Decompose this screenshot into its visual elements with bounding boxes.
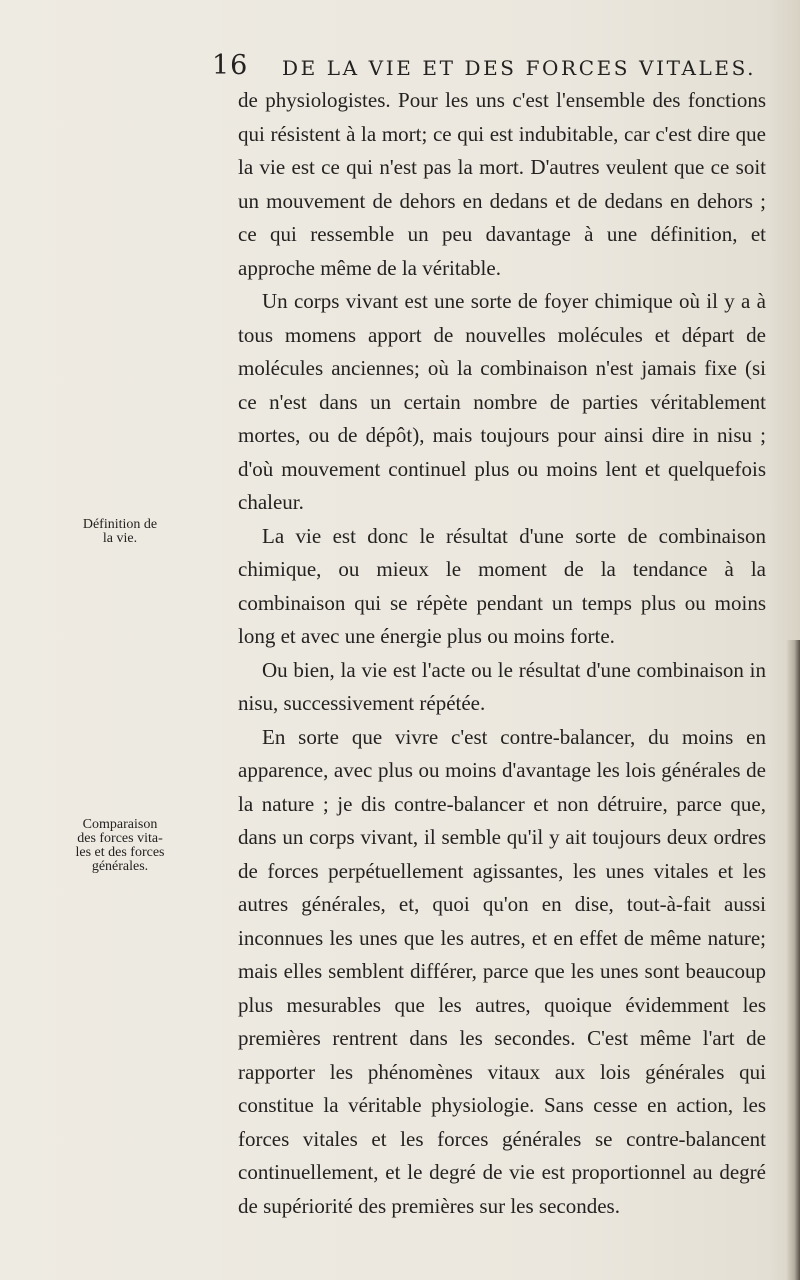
margin-note-line: Comparaison (82, 817, 158, 832)
margin-note-line: Définition de (82, 517, 158, 532)
page-edge-shadow (786, 640, 800, 1280)
page-header (212, 50, 772, 86)
page-number: 16 (212, 50, 249, 81)
paragraph-in-nisu: Ou bien, la vie est l'acte ou le résultat d'une combinaison in nisu, successivement répétée. (238, 657, 766, 715)
body-text (238, 84, 766, 1223)
margin-note-definition (20, 518, 220, 546)
running-title: DE LA VIE ET DES FORCES VITALES. (282, 56, 757, 80)
margin-note-line: générales. (91, 859, 149, 874)
margin-note-line: la vie. (102, 531, 138, 546)
paragraph-combination: La vie est donc le résultat d'une sorte de combinaison chimique, ou mieux le moment de la tendance à la combinaison qui se répète pendant un temps plus ou moins long et avec une énergie plus ou moins forte. (238, 523, 766, 648)
paragraph-definition: Un corps vivant est une sorte de foyer chimique où il y a à tous momens apport de nouvelles molécules et départ de molécules anciennes; où la combinaison n'est jamais fixe (si ce n'est dans un certain nombre de parties véritablement mortes, ou de dépôt), mais toujours pour ainsi dire in nisu ; d'où mouvement continuel plus ou moins lent et quelquefois chaleur. (238, 289, 766, 514)
margin-note-line: des forces vita- (77, 831, 163, 846)
paragraph-comparison: En sorte que vivre c'est contre-balancer, du moins en apparence, avec plus ou moins d'avantage les lois générales de la nature ; je dis contre-balancer et non détruire, parce que, dans un corps vivant, il semble qu'il y ait toujours deux ordres de forces perpétuellement agissantes, les unes vitales et les autres générales, et, quoi qu'on en dise, tout-à-fait aussi inconnues les unes que les autres, et en effet de même nature; mais elles semblent différer, parce que les unes sont beaucoup plus mesurables que les autres, quoique évidemment les premières rentrent dans les secondes. C'est même l'art de rapporter les phénomènes vitaux aux lois générales qui constitue la véritable physiologie. Sans cesse en action, les forces vitales et les forces générales se contre-balancent continuellement, et le degré de vie est proportionnel au degré de supériorité des premières sur les secondes. (238, 724, 766, 1218)
margin-note-line: les et des forces (75, 845, 165, 860)
margin-note-comparison (20, 818, 220, 874)
paragraph-continued: de physiologistes. Pour les uns c'est l'ensemble des fonctions qui résistent à la mort; ce qui est indubitable, car c'est dire que la vie est ce qui n'est pas la mort. D'autres veulent que ce soit un mouvement de dehors en dedans et de dedans en dehors ; ce qui ressemble un peu davantage à une définition, et approche même de la véritable. (238, 88, 766, 280)
